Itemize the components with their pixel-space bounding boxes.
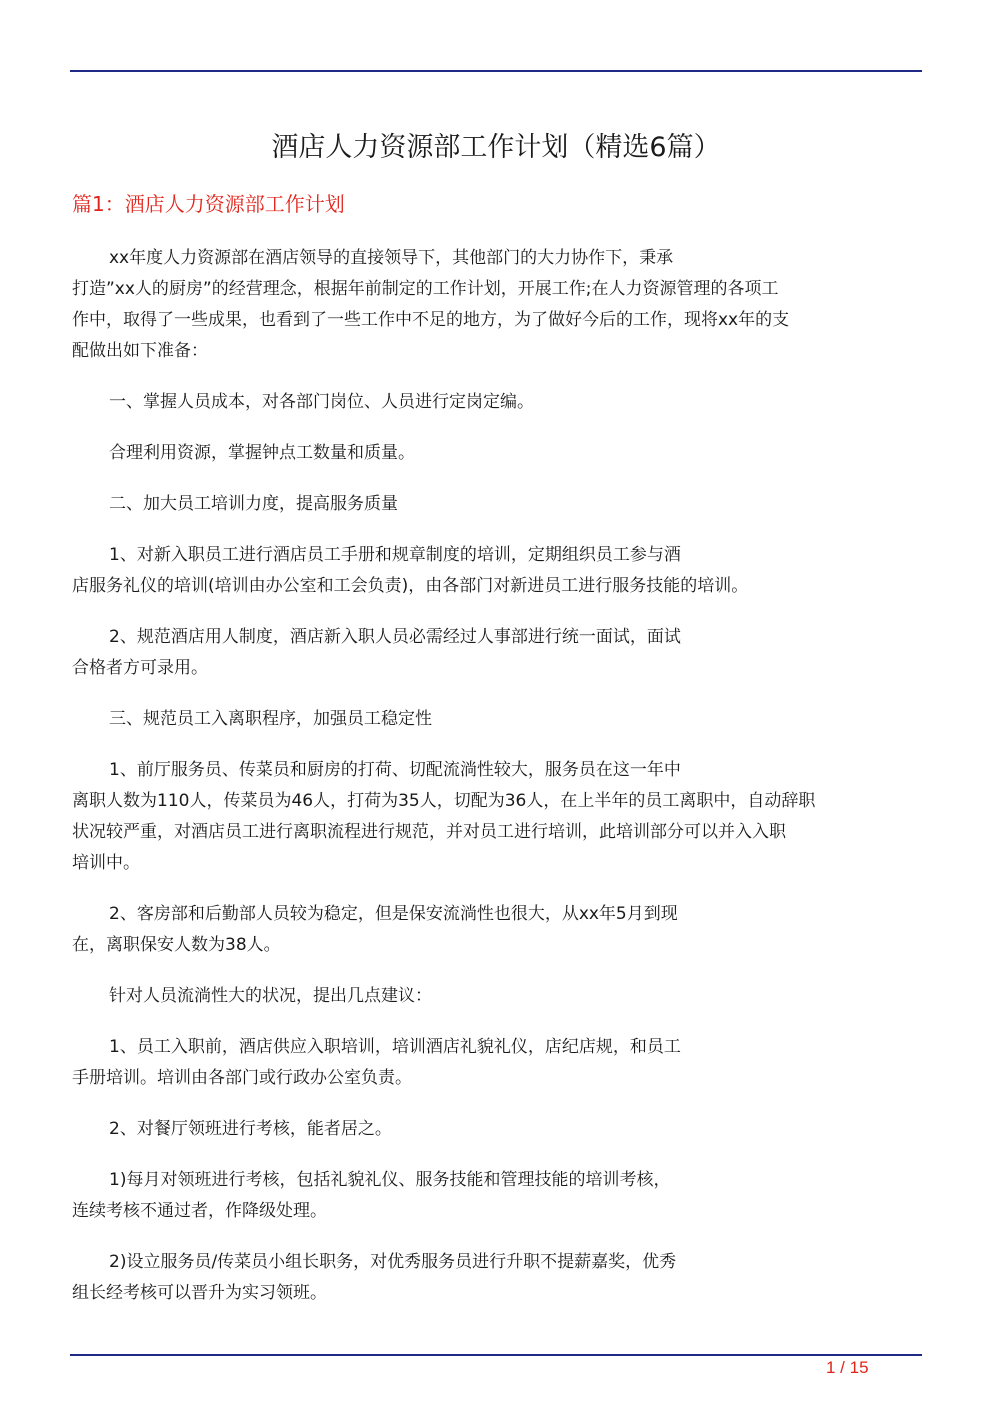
paragraph-line: 店服务礼仪的培训(培训由办公室和工会负责)，由各部门对新进员工进行服务技能的培训。 bbox=[72, 576, 749, 596]
paragraph bbox=[72, 704, 922, 735]
paragraph bbox=[72, 438, 922, 469]
paragraph-line: 合格者方可录用。 bbox=[72, 658, 208, 678]
bottom-rule bbox=[70, 1354, 922, 1356]
paragraph bbox=[72, 489, 922, 520]
paragraph bbox=[72, 1165, 922, 1227]
paragraph-line: 组长经考核可以晋升为实习领班。 bbox=[72, 1283, 327, 1303]
paragraph-line: 作中，取得了一些成果，也看到了一些工作中不足的地方，为了做好今后的工作，现将xx年的支 bbox=[72, 310, 790, 330]
paragraph-line: 2、规范酒店用人制度，酒店新入职人员必需经过人事部进行统一面试，面试 bbox=[109, 627, 681, 647]
section-heading: 篇1：酒店人力资源部工作计划 bbox=[72, 192, 345, 216]
paragraph bbox=[72, 243, 922, 367]
paragraph-line: 三、规范员工入离职程序，加强员工稳定性 bbox=[109, 709, 432, 729]
paragraph-line: 配做出如下准备： bbox=[72, 341, 208, 361]
paragraph bbox=[72, 899, 922, 961]
paragraph-line: 离职人数为110人，传菜员为46人，打荷为35人，切配为36人，在上半年的员工离职中，自动辞职 bbox=[72, 791, 816, 811]
paragraph-line: 2、客房部和后勤部人员较为稳定，但是保安流淌性也很大，从xx年5月到现 bbox=[109, 904, 678, 924]
paragraph bbox=[72, 755, 922, 879]
paragraph-line: 手册培训。培训由各部门或行政办公室负责。 bbox=[72, 1068, 412, 1088]
paragraph-line: 1、员工入职前，酒店供应入职培训，培训酒店礼貌礼仪，店纪店规，和员工 bbox=[109, 1037, 681, 1057]
paragraph-line: 针对人员流淌性大的状况，提出几点建议： bbox=[109, 986, 432, 1006]
paragraph bbox=[72, 981, 922, 1012]
paragraph bbox=[72, 387, 922, 418]
paragraph-line: 二、加大员工培训力度，提高服务质量 bbox=[109, 494, 398, 514]
paragraph bbox=[72, 1114, 922, 1145]
paragraph bbox=[72, 1032, 922, 1094]
paragraph-line: 状况较严重，对酒店员工进行离职流程进行规范，并对员工进行培训，此培训部分可以并入入职 bbox=[72, 822, 786, 842]
paragraph-line: 连续考核不通过者，作降级处理。 bbox=[72, 1201, 327, 1221]
paragraph bbox=[72, 540, 922, 602]
paragraph-line: 1、对新入职员工进行酒店员工手册和规章制度的培训，定期组织员工参与酒 bbox=[109, 545, 681, 565]
top-rule bbox=[70, 70, 922, 72]
paragraph-line: xx年度人力资源部在酒店领导的直接领导下，其他部门的大力协作下，秉承 bbox=[109, 248, 674, 268]
paragraph bbox=[72, 1247, 922, 1309]
paragraph-line: 2)设立服务员/传菜员小组长职务，对优秀服务员进行升职不提薪嘉奖，优秀 bbox=[109, 1252, 677, 1272]
paragraph-line: 合理利用资源，掌握钟点工数量和质量。 bbox=[109, 443, 415, 463]
paragraph-line: 培训中。 bbox=[72, 853, 140, 873]
paragraph-line: 在，离职保安人数为38人。 bbox=[72, 935, 281, 955]
page-number: 1 / 15 bbox=[826, 1358, 869, 1377]
paragraph-line: 1、前厅服务员、传菜员和厨房的打荷、切配流淌性较大，服务员在这一年中 bbox=[109, 760, 681, 780]
paragraph bbox=[72, 622, 922, 684]
document-title: 酒店人力资源部工作计划（精选6篇） bbox=[271, 132, 721, 163]
paragraph-line: 一、掌握人员成本，对各部门岗位、人员进行定岗定编。 bbox=[109, 392, 534, 412]
paragraph-line: 打造”xx人的厨房”的经营理念，根据年前制定的工作计划，开展工作;在人力资源管理的各项工 bbox=[72, 279, 779, 299]
paragraph-line: 1)每月对领班进行考核，包括礼貌礼仪、服务技能和管理技能的培训考核， bbox=[109, 1170, 671, 1190]
paragraph-line: 2、对餐厅领班进行考核，能者居之。 bbox=[109, 1119, 392, 1139]
document-body bbox=[72, 243, 922, 1329]
